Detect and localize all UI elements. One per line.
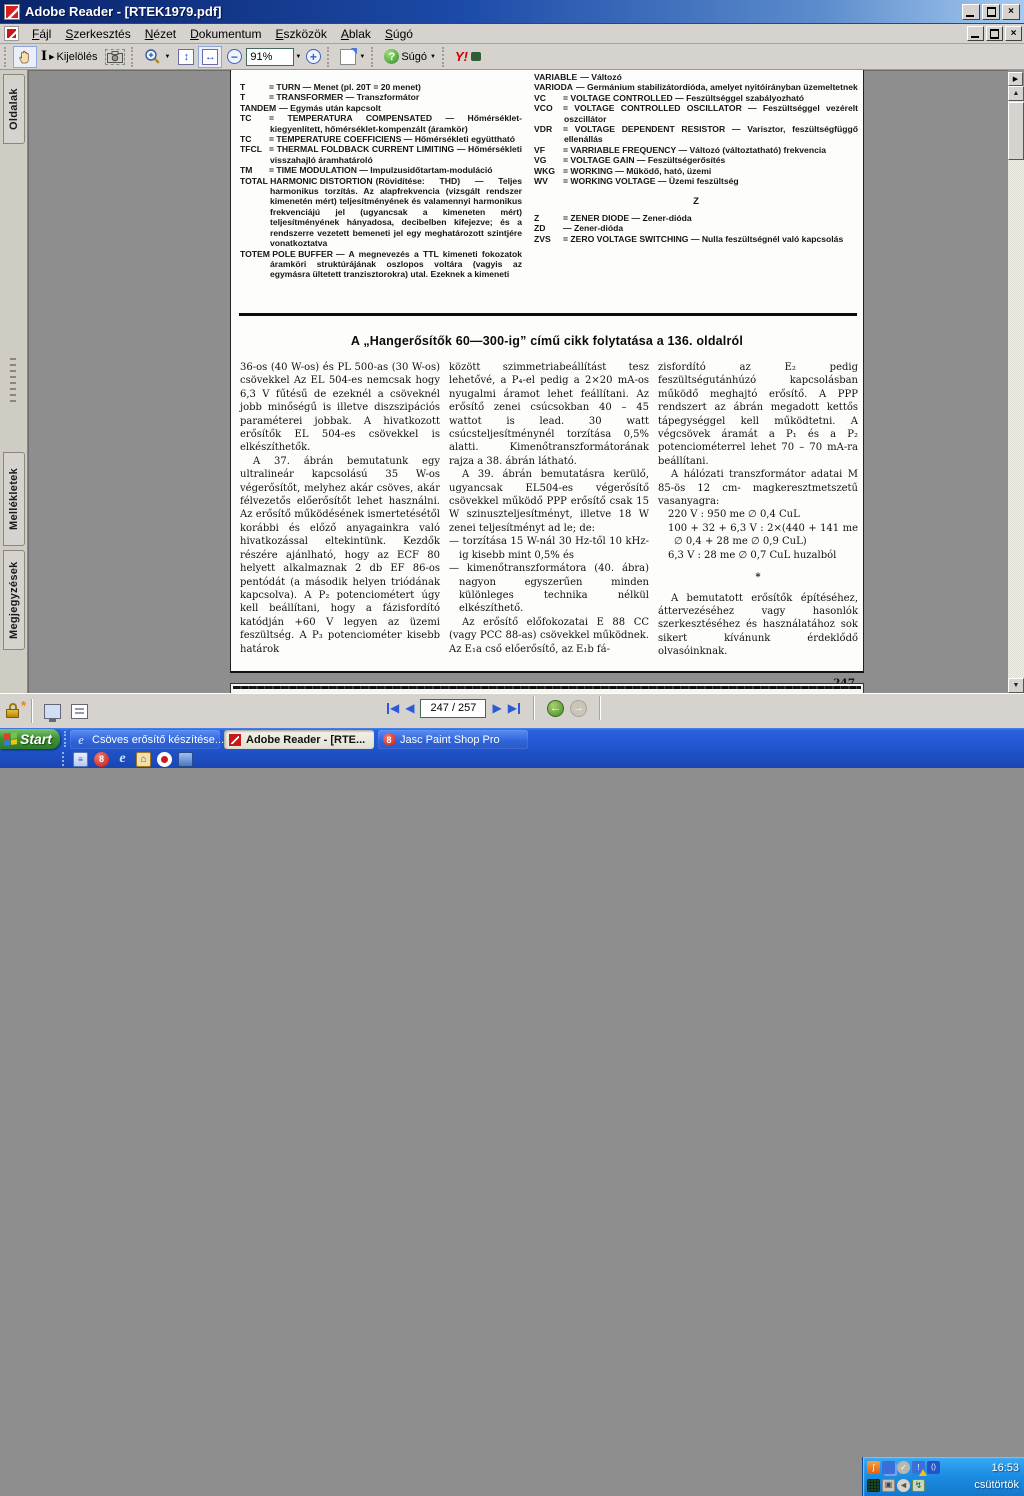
title-bar bbox=[0, 0, 1024, 24]
zoom-in-button[interactable] bbox=[301, 46, 325, 68]
restore-icon bbox=[990, 30, 999, 38]
zoom-in-tool-button[interactable] bbox=[140, 46, 174, 68]
internet-explorer-icon: e bbox=[78, 731, 84, 747]
lock-body bbox=[6, 709, 19, 718]
glossary-definition: = VARRIABLE FREQUENCY — Változó (változtatható) frekvencia bbox=[563, 144, 827, 155]
glossary-definition: — A megnevezés a TTL kimeneti fokozatok áramköri struktúrájának oszlopos voltára (vagyis az egymásra ültetett tranzisztorokra) utal. Ezeknek a kimeneti bbox=[270, 248, 522, 280]
fit-height-icon: ↕ bbox=[178, 49, 194, 65]
task-label: Csöves erősítő készítése... bbox=[92, 733, 225, 746]
menu-item[interactable]: Fájl bbox=[32, 26, 52, 41]
toolbar-grip[interactable] bbox=[371, 47, 376, 67]
scrollbar-thumb[interactable] bbox=[1008, 102, 1024, 160]
paragraph: * bbox=[755, 572, 761, 584]
previous-page-button[interactable] bbox=[405, 702, 414, 714]
paragraph: 6,3 V : 28 me ∅ 0,7 CuL huzalból bbox=[668, 549, 837, 561]
overflow-arrow-icon: ▶ bbox=[1012, 76, 1019, 83]
glossary-definition: = WORKING — Működő, ható, üzemi bbox=[563, 165, 712, 176]
display-tray-icon[interactable]: ▣ bbox=[882, 1479, 895, 1492]
zoom-level-input[interactable] bbox=[246, 48, 294, 66]
paragraph: 220 V : 950 me ∅ 0,4 CuL bbox=[668, 509, 800, 521]
chevron-down-icon: ▼ bbox=[164, 53, 171, 60]
glossary-term: Z bbox=[534, 212, 540, 223]
doc-restore-button[interactable] bbox=[986, 26, 1003, 41]
glossary-right-top bbox=[534, 72, 858, 186]
pdf-document-icon[interactable] bbox=[4, 26, 19, 41]
network-warning-tray-icon[interactable]: ! bbox=[912, 1461, 925, 1474]
close-icon: × bbox=[1008, 6, 1014, 17]
pdf-page bbox=[230, 70, 864, 673]
toolbar-grip[interactable] bbox=[131, 47, 136, 67]
glossary-term: TM bbox=[240, 165, 253, 176]
glossary-definition: = VOLTAGE CONTROLLED OSCILLATOR — Feszültséggel vezérelt oszcillátor bbox=[563, 103, 858, 124]
glossary-term: ZD bbox=[534, 223, 546, 234]
volume-tray-icon[interactable]: ◄ bbox=[897, 1479, 910, 1492]
fit-width-icon: ↔ bbox=[202, 49, 218, 65]
select-tool-button[interactable] bbox=[37, 46, 101, 68]
snapshot-marquee bbox=[105, 49, 125, 65]
hand-tool-button[interactable] bbox=[13, 46, 37, 68]
clock[interactable]: 16:53 bbox=[991, 1461, 1019, 1474]
psp-shortcut-icon[interactable]: 8 bbox=[94, 752, 109, 767]
ibeam-icon: I bbox=[41, 48, 48, 64]
toolbar-overflow-button[interactable] bbox=[1008, 72, 1023, 86]
windows-flag-icon bbox=[4, 732, 17, 746]
quick-launch-grip[interactable] bbox=[62, 752, 65, 766]
paragraph: A bemutatott erősítők építéséhez, áttervezéséhez vagy hasonlók szerkesztéséhez és használatához sok sikert kívánunk érdeklődő olvasóinknak. bbox=[658, 592, 858, 658]
glossary-term: TANDEM bbox=[240, 102, 277, 113]
binoculars-icon bbox=[471, 52, 481, 61]
select-caret-icon: ▶ bbox=[49, 53, 55, 61]
paragraph: 36-os (40 W-os) és PL 500-as (30 W-os) csövekkel Az EL 504-es nemcsak hogy 6,3 V fűtésű de ezeknél a csöveknél jobb minőségű is illetve diszszipációs paraméterei jobbak. A hivatkozott erősítők EL 504-es csövekkel is elkészíthetők. bbox=[240, 362, 440, 454]
adobe-reader-app-icon bbox=[4, 4, 20, 20]
internet-explorer-shortcut-icon[interactable]: e bbox=[119, 751, 126, 766]
vertical-scrollbar[interactable] bbox=[1008, 86, 1024, 693]
glossary-term: VARIODA bbox=[534, 82, 573, 93]
restore-button[interactable] bbox=[982, 4, 1000, 20]
last-page-button[interactable] bbox=[508, 702, 521, 714]
glossary-entry bbox=[240, 103, 522, 113]
task-button-paint-shop-pro[interactable] bbox=[378, 730, 528, 749]
tray-row-top bbox=[867, 1459, 1019, 1477]
task-button-browser[interactable] bbox=[70, 730, 225, 749]
fit-page-button[interactable] bbox=[174, 46, 198, 68]
paragraph: 100 + 32 + 6,3 V : 2×(440 + 141 me ∅ 0,4 + 28 me ∅ 0,9 CuL) bbox=[668, 522, 858, 548]
menu-item[interactable]: Szerkesztés bbox=[65, 26, 131, 41]
taskbar-grip[interactable] bbox=[64, 731, 67, 747]
glossary-definition: = VOLTAGE GAIN — Feszültségerősítés bbox=[563, 155, 726, 166]
document-shortcut-icon[interactable]: ≡ bbox=[73, 752, 88, 767]
paragraph: A 39. ábrán bemutatásra kerülő, ugyancsak EL504-es végerősítő csövekkel működő PPP erősítő csak 15 W szinuszteljesítményt, illetve 18 W zenei teljesítményt ad le; de: bbox=[449, 469, 649, 534]
select-tool-label: Kijelölés bbox=[56, 50, 98, 63]
scroll-down-button[interactable] bbox=[1008, 678, 1024, 693]
glossary-term: T bbox=[240, 82, 246, 92]
glossary-entry bbox=[534, 124, 858, 145]
minus-circle-icon: − bbox=[227, 49, 242, 64]
help-label: Súgó bbox=[401, 50, 428, 63]
glossary-entry bbox=[534, 213, 858, 223]
doc-close-button[interactable] bbox=[1005, 26, 1022, 41]
glossary-term: VCO bbox=[534, 103, 553, 114]
weekday: csütörtök bbox=[974, 1479, 1019, 1492]
pane-splitter-grip[interactable] bbox=[10, 358, 16, 404]
security-lock-icon[interactable] bbox=[3, 700, 25, 722]
vnc-tray-icon[interactable] bbox=[867, 1479, 880, 1492]
glossary-definition: = TIME MODULATION — Impulzusidőtartam-moduláció bbox=[269, 165, 493, 176]
fit-width-button[interactable] bbox=[198, 46, 222, 68]
glossary-left-column bbox=[240, 82, 522, 280]
glossary-entry bbox=[534, 223, 858, 233]
next-page-icon: ▶ bbox=[492, 701, 502, 715]
magnifier-plus-icon bbox=[144, 48, 161, 65]
continuous-view-button[interactable] bbox=[71, 704, 88, 719]
plus-circle-icon: + bbox=[306, 49, 321, 64]
paragraph: — torzítása 15 W-nál 30 Hz-től 10 kHz-ig kisebb mint 0,5% és bbox=[449, 536, 649, 561]
chevron-down-icon: ▼ bbox=[359, 53, 366, 60]
menu-list bbox=[25, 25, 420, 43]
glossary-entry bbox=[240, 82, 522, 92]
minimize-button[interactable] bbox=[962, 4, 980, 20]
menu-item[interactable]: Eszközök bbox=[275, 26, 327, 41]
glossary-definition: = TEMPERATURE COEFFICIENS — Hőmérsékleti együttható bbox=[269, 134, 515, 145]
navigation-pane bbox=[0, 70, 28, 693]
first-page-bar bbox=[387, 703, 389, 714]
glossary-entry bbox=[534, 145, 858, 155]
system-tray bbox=[862, 1457, 1024, 1496]
last-page-bar bbox=[518, 703, 520, 714]
snapshot-tool-button[interactable] bbox=[101, 46, 129, 68]
help-question-icon: ? bbox=[384, 49, 399, 64]
menu-item[interactable]: Nézet bbox=[144, 26, 177, 41]
minimize-icon bbox=[966, 15, 974, 17]
glossary-entry bbox=[240, 176, 522, 249]
glossary-entry bbox=[534, 166, 858, 176]
menu-item[interactable]: Dokumentum bbox=[190, 26, 262, 41]
glossary-definition: = VOLTAGE CONTROLLED — Feszültséggel szabályozható bbox=[563, 92, 805, 103]
status-separator bbox=[599, 696, 601, 720]
article-column-2 bbox=[449, 361, 649, 690]
glossary-entry bbox=[240, 113, 522, 134]
next-view-button[interactable]: → bbox=[570, 700, 587, 717]
tab-pages[interactable]: Oldalak bbox=[3, 74, 25, 144]
close-button[interactable] bbox=[1002, 4, 1020, 20]
glossary-term: T bbox=[240, 92, 246, 103]
glossary-term: WKG bbox=[534, 165, 556, 176]
glossary-entry bbox=[534, 93, 858, 103]
toolbar-grip[interactable] bbox=[4, 47, 9, 67]
glossary-term: VF bbox=[534, 144, 545, 155]
page-number-input[interactable] bbox=[420, 699, 486, 718]
task-button-adobe-reader[interactable] bbox=[224, 730, 374, 749]
doc-minimize-button[interactable] bbox=[967, 26, 984, 41]
glossary-entry bbox=[240, 144, 522, 165]
tab-comments[interactable]: Megjegyzések bbox=[3, 550, 25, 650]
imaging-shortcut-icon[interactable] bbox=[178, 752, 193, 767]
glossary-section-heading: Z bbox=[693, 196, 699, 208]
glossary-entry bbox=[534, 176, 858, 186]
last-page-icon: ▶ bbox=[507, 701, 517, 715]
glossary-definition: = TRANSFORMER — Transzformátor bbox=[269, 92, 420, 103]
first-page-button[interactable] bbox=[386, 702, 399, 714]
glossary-entry bbox=[534, 72, 858, 82]
yahoo-toolbar-button[interactable] bbox=[451, 46, 485, 68]
glossary-entry bbox=[534, 155, 858, 165]
paragraph: — kimenőtranszformátora (40. ábra) nagyon egyszerűen minden különleges technika nélkül elkészíthető. bbox=[449, 563, 649, 615]
glossary-entry bbox=[534, 234, 858, 244]
document-view[interactable] bbox=[28, 70, 1008, 693]
glossary-definition: — Germánium stabilizátordióda, amelyet nyitóirányban üzemeltetnek bbox=[576, 82, 858, 93]
glossary-definition: — Zener-dióda bbox=[563, 223, 624, 234]
camera-icon bbox=[107, 51, 123, 63]
glossary-term: VG bbox=[534, 155, 547, 166]
network-tray-icon[interactable] bbox=[882, 1461, 895, 1474]
close-icon: × bbox=[1010, 28, 1017, 39]
glossary-definition: (Rövidítése: THD) — Teljes harmonikus torzítás. Az alapfrekvencia (vizsgált rendszer kimenetén mért) teljesítményének és valamennyi harmonikus frekvenciájú jel (ugyancsak a kimeneten mért) teljesítményének hányadosa, decibelben kifejezve; és a rendszerre vezetett bemeneti jel egy meghatározott szintjére vonatkoztatva bbox=[270, 175, 522, 249]
section-divider-rule bbox=[239, 313, 857, 316]
glossary-definition: = ZERO VOLTAGE SWITCHING — Nulla feszültségnél való kapcsolás bbox=[563, 233, 844, 244]
glossary-definition: = THERMAL FOLDBACK CURRENT LIMITING — Hőmérsékleti visszahajló áramhatároló bbox=[269, 144, 522, 165]
help-button[interactable] bbox=[380, 46, 440, 68]
page-display-button[interactable] bbox=[336, 46, 369, 68]
glossary-definition: = TURN — Menet (pl. 20T = 20 menet) bbox=[269, 82, 421, 92]
glossary-term: WV bbox=[534, 176, 548, 187]
glossary-entry bbox=[240, 134, 522, 144]
glossary-term: TC bbox=[240, 134, 252, 145]
page-navigation bbox=[386, 697, 607, 719]
start-button[interactable] bbox=[0, 729, 60, 749]
glossary-term: VARIABLE bbox=[534, 72, 578, 82]
toolbar-grip[interactable] bbox=[442, 47, 447, 67]
chevron-down-icon: ▼ bbox=[430, 53, 436, 60]
article-column-3 bbox=[658, 361, 858, 690]
hand-icon bbox=[17, 49, 33, 65]
toolbar bbox=[0, 44, 1024, 70]
home-shortcut-icon[interactable]: ⌂ bbox=[136, 752, 151, 767]
page-display-icon bbox=[340, 49, 356, 65]
glossary-term: TFCL bbox=[240, 144, 262, 155]
task-label: Adobe Reader - [RTE... bbox=[246, 733, 366, 746]
scroll-up-button[interactable] bbox=[1008, 86, 1024, 101]
scroll-up-icon: ▲ bbox=[1012, 90, 1020, 97]
article-columns bbox=[240, 361, 858, 690]
updates-tray-icon[interactable]: ✓ bbox=[897, 1461, 910, 1474]
media-player-shortcut-icon[interactable] bbox=[157, 752, 172, 767]
single-page-view-button[interactable] bbox=[44, 704, 61, 719]
java-tray-icon[interactable]: ʃ bbox=[867, 1461, 880, 1474]
glossary-entry bbox=[240, 165, 522, 175]
taskbar bbox=[0, 728, 1024, 1492]
scroll-down-icon: ▼ bbox=[1012, 682, 1020, 689]
glossary-term: ZVS bbox=[534, 233, 551, 244]
paragraph: A 37. ábrán bemutatunk egy ultralineár kapcsolású 35 W-os végerősítőt, melyhez akár csöves, akár félvezetős előerősítőt lehet használni. Az erősítő működésének ismertetésétől korábbi és előző anyagainkra való hivatkozással eltekintünk. Kezdők részére ajánlható, hogy az ECF 80 helyett alkalmaznak 2 db EF 86-os pentódát (a második helyen triódának kapcsolva). A P₂ potenciométert úgy kell beállítani, hogy a fázisfordító katódján +60 V legyen az üzemi feszültség. A P₃ potenciométer kisebb határok bbox=[240, 455, 440, 655]
glossary-definition: — Egymás után kapcsolt bbox=[279, 102, 381, 113]
glossary-definition: = TEMPERATURA COMPENSATED — Hőmérséklet-kiegyenlített, hőmérséklet-kompenzált (áramkör) bbox=[269, 113, 522, 134]
restore-icon bbox=[987, 8, 996, 16]
status-separator bbox=[31, 699, 33, 723]
adobe-reader-icon bbox=[228, 733, 242, 747]
paragraph: között szimmetriabeállítást tesz lehetővé, a P₄-el pedig a 2×20 mA-os nyugalmi áramot lehet feállítani. Az erősítő zenei csúcsokban 40 – 45 wattot is lead. 30 watt csúcsteljesítménynél torzítása 0,5% alatti. Kimenőtranszformátorának rajza a 38. ábrán látható. bbox=[449, 362, 649, 467]
glossary-definition: = WORKING VOLTAGE — Üzemi feszültség bbox=[563, 176, 739, 187]
previous-page-icon: ◀ bbox=[405, 701, 415, 715]
glossary-entry bbox=[240, 92, 522, 102]
paragraph: Az erősítő előfokozatai E 88 CC (vagy PCC 88-as) csövekkel működnek. Az E₁a cső előerősítő, az E₁b fá- bbox=[449, 616, 649, 655]
quick-launch-bar bbox=[62, 751, 193, 767]
yahoo-icon: Y! bbox=[454, 49, 468, 64]
paragraph: A hálózati transzformátor adatai M 85-ös 12 cm- magkeresztmetszetű vasanyagra: bbox=[658, 469, 858, 508]
menu-item[interactable]: Ablak bbox=[340, 26, 371, 41]
glossary-term: VC bbox=[534, 92, 546, 103]
article-column-1 bbox=[240, 361, 440, 690]
safely-remove-hardware-icon[interactable]: ↯ bbox=[912, 1479, 925, 1492]
glossary-definition: = VOLTAGE DEPENDENT RESISTOR — Varisztor, feszültségfüggő ellenállás bbox=[563, 124, 858, 145]
glossary-term: VDR bbox=[534, 124, 553, 135]
glossary-term: TOTAL HARMONIC DISTORTION bbox=[240, 175, 373, 186]
window-title: Adobe Reader - [RTEK1979.pdf] bbox=[25, 4, 222, 19]
zoom-out-button[interactable] bbox=[222, 46, 246, 68]
zoom-dropdown-icon[interactable]: ▼ bbox=[295, 53, 302, 60]
glossary-right-bottom bbox=[534, 213, 858, 244]
status-separator bbox=[533, 696, 535, 720]
paragraph: zisfordító az E₂ pedig feszültségutánhúzó kapcsolásban működő meghajtó erősítő. A PPP rendszert az ábrán megadott kettős tápegységgel kell működtetni. A végcsövek áramát a P₁ és a P₂ potenciométerrel lehet 70 – 70 mA-ra beállítani. bbox=[658, 362, 858, 467]
glossary-entry bbox=[534, 82, 858, 92]
messenger-tray-icon[interactable]: () bbox=[927, 1461, 940, 1474]
menu-bar bbox=[0, 24, 1024, 44]
minimize-icon bbox=[971, 36, 979, 38]
glossary-right-column bbox=[534, 72, 858, 244]
tab-attachments[interactable]: Mellékletek bbox=[3, 452, 25, 546]
glossary-definition: = ZENER DIODE — Zener-dióda bbox=[563, 212, 692, 223]
first-page-arrow: ◀ bbox=[390, 701, 400, 715]
next-page-text-blur bbox=[233, 686, 861, 689]
tray-row-bottom bbox=[867, 1477, 1019, 1495]
paint-shop-pro-icon: 8 bbox=[382, 733, 396, 747]
start-label: Start bbox=[20, 731, 52, 747]
previous-view-button[interactable]: ← bbox=[547, 700, 564, 717]
glossary-entry bbox=[534, 103, 858, 124]
glossary-term: TC bbox=[240, 113, 252, 124]
glossary-entry bbox=[240, 249, 522, 280]
article-title: A „Hangerősítők 60—300-ig” című cikk folytatása a 136. oldalról bbox=[350, 334, 744, 348]
glossary-definition: — Változó bbox=[580, 72, 622, 82]
menu-item[interactable]: Súgó bbox=[384, 26, 413, 41]
toolbar-grip[interactable] bbox=[327, 47, 332, 67]
task-label: Jasc Paint Shop Pro bbox=[400, 733, 500, 746]
next-page-button[interactable] bbox=[492, 702, 501, 714]
lock-starburst: * bbox=[20, 698, 26, 713]
glossary-term: TOTEM POLE BUFFER bbox=[240, 248, 333, 259]
